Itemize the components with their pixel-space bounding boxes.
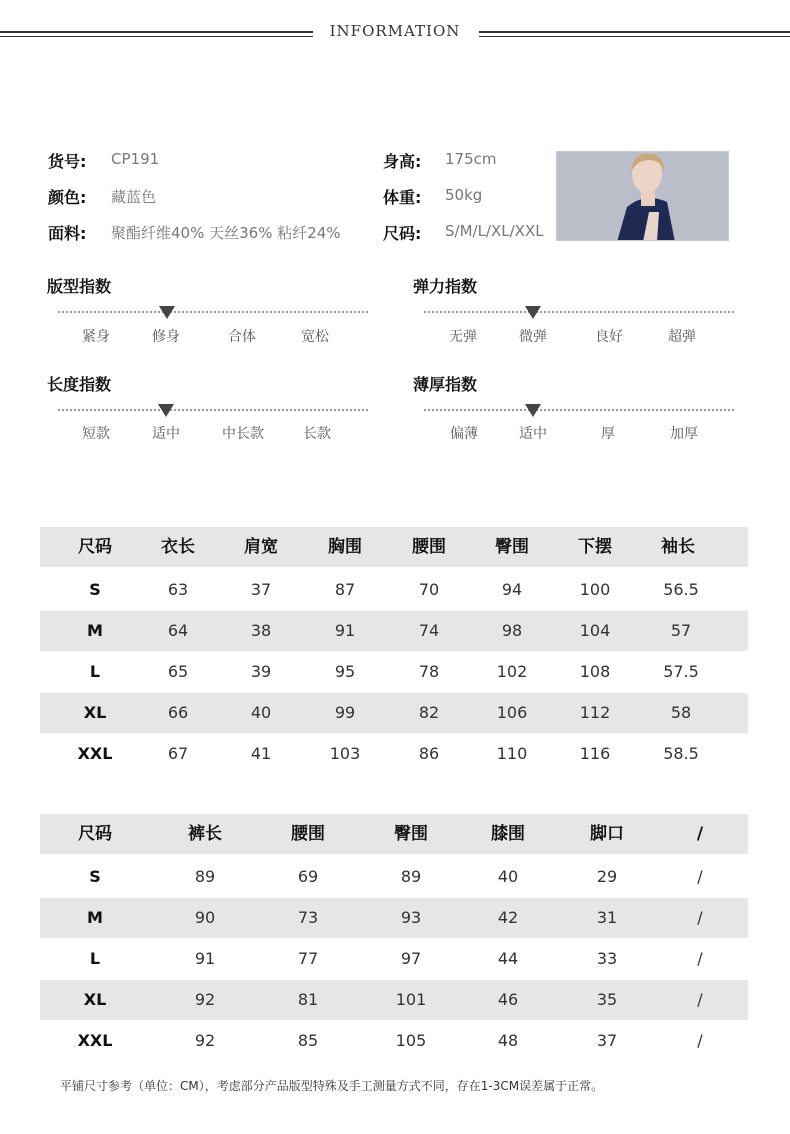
table-header-cell: 脚口 xyxy=(590,824,624,844)
table-cell: / xyxy=(697,908,703,927)
table-cell: XL xyxy=(83,990,107,1009)
table-cell: 110 xyxy=(496,744,528,763)
table-cell: 105 xyxy=(395,1031,427,1050)
index-length-option: 适中 xyxy=(152,426,180,442)
table-cell: 63 xyxy=(167,580,189,599)
table-cell: 29 xyxy=(596,867,618,886)
table-cell: 82 xyxy=(418,703,440,722)
index-fit-marker xyxy=(159,306,175,319)
size-table-top xyxy=(40,527,748,763)
table-cell: 106 xyxy=(496,703,528,722)
table-cell: 57.5 xyxy=(663,662,699,681)
index-thickness-option: 偏薄 xyxy=(450,426,478,442)
index-thickness-option: 厚 xyxy=(601,426,615,442)
table-cell: 98 xyxy=(501,621,523,640)
table-cell: XL xyxy=(83,703,107,722)
index-stretch-option: 无弹 xyxy=(449,329,477,345)
table-cell: L xyxy=(89,662,101,681)
index-fit-option: 紧身 xyxy=(82,329,110,345)
table-cell: 39 xyxy=(250,662,272,681)
info-value-size: S/M/L/XL/XXL xyxy=(445,222,544,240)
table-cell: XXL xyxy=(77,744,113,763)
table-cell: 102 xyxy=(496,662,528,681)
index-fit-option: 修身 xyxy=(152,329,180,345)
index-length-option: 长款 xyxy=(303,426,331,442)
table-cell: 116 xyxy=(579,744,611,763)
table-cell: 104 xyxy=(579,621,611,640)
table-cell: 112 xyxy=(579,703,611,722)
table-cell: L xyxy=(89,949,101,968)
table-header-cell: 尺码 xyxy=(78,537,112,557)
info-label-size: 尺码: xyxy=(383,224,422,243)
index-stretch-option: 超弹 xyxy=(668,329,696,345)
table-header-cell: 下摆 xyxy=(578,537,612,557)
index-length-marker xyxy=(158,404,174,417)
index-thickness-title: 薄厚指数 xyxy=(413,375,478,394)
table-row xyxy=(40,980,748,1020)
table-cell: 95 xyxy=(334,662,356,681)
table-header-cell: 臀围 xyxy=(394,824,428,844)
table-header-cell: 胸围 xyxy=(328,537,362,557)
info-value-weight: 50kg xyxy=(445,186,483,204)
index-length-track xyxy=(58,409,368,411)
table-header-cell: 衣长 xyxy=(161,537,195,557)
index-length-title: 长度指数 xyxy=(47,375,112,394)
info-label-sku: 货号: xyxy=(48,152,87,171)
index-thickness-option: 适中 xyxy=(519,426,547,442)
table-cell: 42 xyxy=(497,908,519,927)
table-cell: 100 xyxy=(579,580,611,599)
table-cell: 77 xyxy=(297,949,319,968)
table-cell: 85 xyxy=(297,1031,319,1050)
table-cell: 41 xyxy=(250,744,272,763)
table-cell: 73 xyxy=(297,908,319,927)
info-value-fabric: 聚酯纤维40% 天丝36% 粘纤24% xyxy=(111,224,341,242)
table-cell: 40 xyxy=(497,867,519,886)
table-header-cell: 腰围 xyxy=(412,537,446,557)
table-cell: / xyxy=(697,990,703,1009)
table-cell: 97 xyxy=(400,949,422,968)
table-header-row xyxy=(40,527,748,567)
table-row xyxy=(40,857,748,897)
index-stretch-track xyxy=(424,311,734,313)
index-length-option: 短款 xyxy=(82,426,110,442)
table-cell: 38 xyxy=(250,621,272,640)
table-row xyxy=(40,939,748,979)
table-cell: XXL xyxy=(77,1031,113,1050)
table-cell: 33 xyxy=(596,949,618,968)
table-cell: 65 xyxy=(167,662,189,681)
table-cell: 74 xyxy=(418,621,440,640)
index-stretch-marker xyxy=(525,306,541,319)
table-header-row xyxy=(40,814,748,854)
table-cell: 48 xyxy=(497,1031,519,1050)
info-value-height: 175cm xyxy=(445,150,497,168)
table-cell: 58.5 xyxy=(663,744,699,763)
table-cell: 35 xyxy=(596,990,618,1009)
table-cell: S xyxy=(89,580,101,599)
table-cell: 64 xyxy=(167,621,189,640)
table-row xyxy=(40,734,748,774)
table-row xyxy=(40,693,748,733)
table-cell: 46 xyxy=(497,990,519,1009)
table-cell: 56.5 xyxy=(663,580,699,599)
index-thickness-marker xyxy=(525,404,541,417)
table-cell: 78 xyxy=(418,662,440,681)
table-cell: 40 xyxy=(250,703,272,722)
table-cell: 87 xyxy=(334,580,356,599)
index-fit-option: 合体 xyxy=(228,329,256,345)
table-cell: 103 xyxy=(329,744,361,763)
table-cell: 44 xyxy=(497,949,519,968)
info-value-color: 藏蓝色 xyxy=(111,188,157,206)
table-cell: / xyxy=(697,949,703,968)
table-cell: 93 xyxy=(400,908,422,927)
model-photo xyxy=(556,151,729,241)
table-cell: 37 xyxy=(596,1031,618,1050)
index-thickness-track xyxy=(424,409,734,411)
table-row xyxy=(40,570,748,610)
table-cell: 67 xyxy=(167,744,189,763)
info-label-height: 身高: xyxy=(383,152,422,171)
index-length-option: 中长款 xyxy=(222,426,264,442)
table-cell: 101 xyxy=(395,990,427,1009)
table-cell: 89 xyxy=(400,867,422,886)
index-fit-option: 宽松 xyxy=(301,329,329,345)
table-cell: 92 xyxy=(194,1031,216,1050)
table-cell: / xyxy=(697,867,703,886)
table-cell: 108 xyxy=(579,662,611,681)
info-label-weight: 体重: xyxy=(383,188,422,207)
table-row xyxy=(40,652,748,692)
table-header-cell: 臀围 xyxy=(495,537,529,557)
table-cell: 31 xyxy=(596,908,618,927)
info-label-color: 颜色: xyxy=(48,188,87,207)
index-stretch-title: 弹力指数 xyxy=(413,277,478,296)
info-value-sku: CP191 xyxy=(111,150,160,168)
table-header-cell: 裤长 xyxy=(188,824,222,844)
index-fit-track xyxy=(58,311,368,313)
index-fit-title: 版型指数 xyxy=(47,277,112,296)
table-row xyxy=(40,611,748,651)
info-label-fabric: 面料: xyxy=(48,224,87,243)
index-thickness-option: 加厚 xyxy=(670,426,698,442)
table-cell: 66 xyxy=(167,703,189,722)
table-cell: 69 xyxy=(297,867,319,886)
table-cell: M xyxy=(87,621,103,640)
table-header-cell: / xyxy=(696,824,704,844)
table-header-cell: 袖长 xyxy=(661,537,695,557)
table-cell: 89 xyxy=(194,867,216,886)
table-cell: 91 xyxy=(334,621,356,640)
size-table-bottom xyxy=(40,814,748,1061)
table-row xyxy=(40,1021,748,1061)
table-cell: 90 xyxy=(194,908,216,927)
table-header-cell: 膝围 xyxy=(491,824,525,844)
table-cell: / xyxy=(697,1031,703,1050)
index-stretch-option: 微弹 xyxy=(519,329,547,345)
table-cell: 37 xyxy=(250,580,272,599)
measurement-note: 平铺尺寸参考（单位：CM），考虑部分产品版型特殊及手工测量方式不同，存在1-3CM误差属于正常。 xyxy=(60,1079,604,1093)
page-title: INFORMATION xyxy=(329,22,461,40)
table-cell: 86 xyxy=(418,744,440,763)
table-cell: 91 xyxy=(194,949,216,968)
index-stretch-option: 良好 xyxy=(595,329,623,345)
table-row xyxy=(40,898,748,938)
table-cell: 57 xyxy=(670,621,692,640)
table-cell: 99 xyxy=(334,703,356,722)
table-cell: M xyxy=(87,908,103,927)
table-cell: 94 xyxy=(501,580,523,599)
table-cell: 58 xyxy=(670,703,692,722)
table-cell: 92 xyxy=(194,990,216,1009)
table-cell: 81 xyxy=(297,990,319,1009)
table-cell: 70 xyxy=(418,580,440,599)
table-header-cell: 尺码 xyxy=(78,824,112,844)
table-header-cell: 腰围 xyxy=(291,824,325,844)
table-header-cell: 肩宽 xyxy=(244,537,278,557)
model-photo-graphic xyxy=(557,152,729,241)
table-cell: S xyxy=(89,867,101,886)
